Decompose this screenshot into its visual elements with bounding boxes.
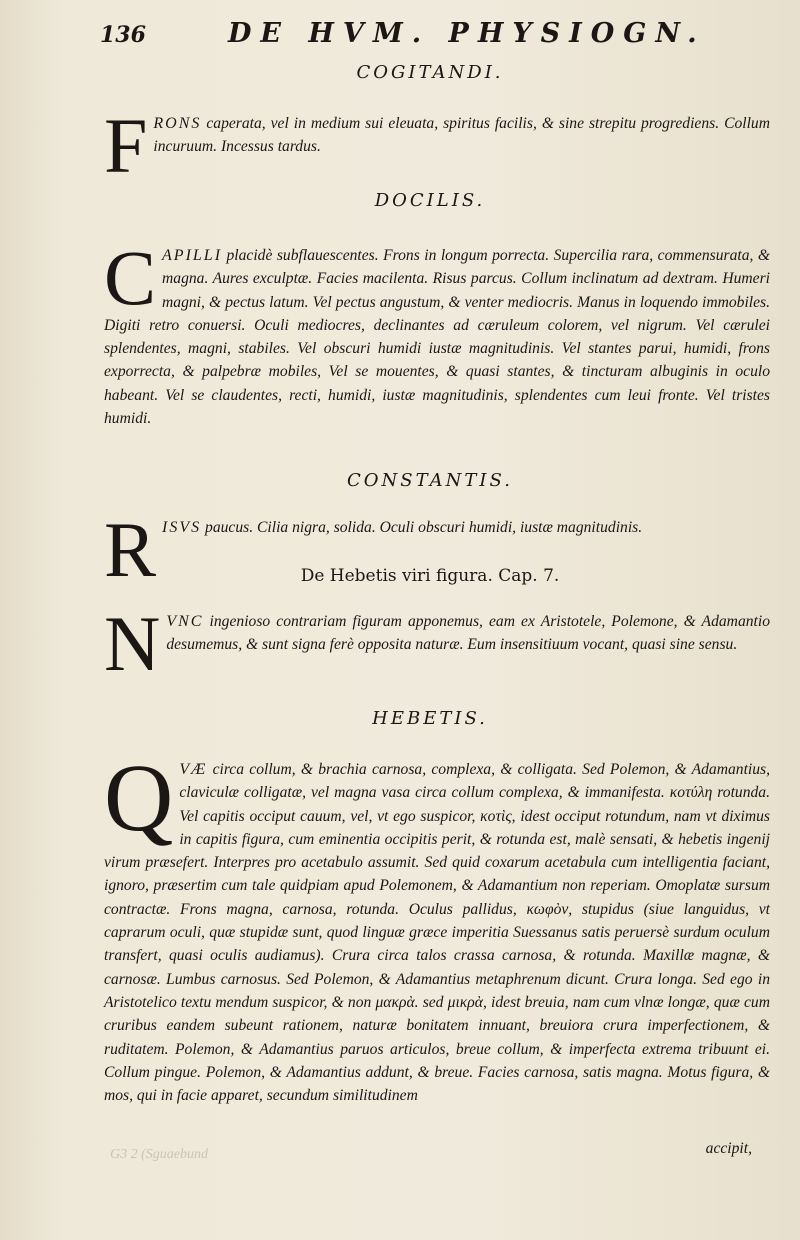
lead-word: RONS <box>153 115 202 132</box>
lead-word: ISVS <box>162 519 202 536</box>
section-heading-docilis: DOCILIS. <box>374 190 486 211</box>
drop-cap: Q <box>104 744 174 851</box>
drop-cap: R <box>104 506 157 593</box>
paragraph-text: placidè subflauescentes. Frons in longum porrecta. Supercilia rara, commensurata, & magna. Aures exculptæ. Facies macilenta. Risus parcus. Collum inclinatum ad dextram. Humeri magni, & pectus latum. Vel pectus angustum, & venter mediocris. Manus in loquendo immobiles. Digiti retro conuersi. Oculi mediocres, declinantes ad cæruleum colorem, vel nigrum. Vel cærulei splendentes, magni, stabiles. Vel obscuri humidi iustæ magnitudinis. Vel stantes parui, humidi, frons exporrecta, & palpebræ mobiles, Vel se mouentes, & quasi stantes, & tincturam albuginis in oculo habeant. Vel se claudentes, recti, humidi, iustæ magnitudinis, splendentes cum leui fronte. Vel tristes humidi. <box>104 247 770 428</box>
chapter-heading: De Hebetis viri figura. Cap. 7. <box>300 566 560 586</box>
section-heading-constantis: CONSTANTIS. <box>347 470 513 491</box>
lead-word: VNC <box>166 613 204 630</box>
paragraph-docilis <box>104 234 770 430</box>
paragraph-cogitandi <box>104 102 770 189</box>
paragraph-last-line: accipit, <box>705 1140 752 1157</box>
paragraph-hebetis <box>104 744 770 1107</box>
drop-cap: F <box>104 102 148 189</box>
running-head: DE HVM. PHYSIOGN. <box>228 18 706 49</box>
drop-cap: C <box>104 234 157 321</box>
lead-word: APILLI <box>162 247 223 264</box>
paragraph-text: caperata, vel in medium sui eleuata, spiritus facilis, & sine strepitu progrediens. Collum incuruum. Incessus tardus. <box>153 115 770 156</box>
lead-word: VÆ <box>179 761 208 778</box>
section-heading-cogitandi: COGITANDI. <box>356 62 504 83</box>
page-number: 136 <box>100 22 146 48</box>
paragraph-text: circa collum, & brachia carnosa, complexa, & colligata. Sed Polemon, & Adamantius, claviculæ colligatæ, vel magna vasa circa collum complexa, & immanifesta. κοτύλη rotunda. Vel capitis occiput cauum, vel, vt ego suspicor, κοτὶς, idest occiput rotundum, nam vt diximus in capitis figura, cum eminentia occipitis perit, & rotunda est, malè sensati, & hebetis ingenij virum præsefert. Interpres pro acetabulo assumit. Sed quid coxarum acetabula cum intelligentia faciant, ignoro, præsertim cum tale quidpiam apud Polemonem, & Adamantium non reperiam. Omoplatæ sursum contractæ. Frons magna, carnosa, rotunda. Oculus pallidus, κωφὸν, stupidus (siue languidus, vt caprarum oculi, quæ stupidæ sunt, quod linguæ græce imperitia Suessanus satis peruersè surdum oculum transfert, quasi oculis audiamus). Crura circa talos crassa carnosa, & rotunda. Maxillæ magnæ, & carnosæ. Lumbus carnosus. Sed Polemon, & Adamantius metaphrenum dicunt. Crura longa. Sed ego in Aristotelico textu mendum suspicor, & non μακρὰ. sed μικρὰ, idest breuia, nam cum vlnæ longæ, quæ cum cruribus eandem subeunt rationem, naturæ bonitatem innuant, breuiora crura imperfectionem, & ruditatem. Polemon, & Adamantius paruos articulos, breue collum, & imperfecta extrema tribuunt ei. Collum pingue. Polemon, & Adamantius addunt, & breue. Facies carnosa, satis magna. Motus figura, & mos, qui in facie apparet, secundum similitudinem <box>104 761 770 1105</box>
page-header <box>100 18 770 52</box>
drop-cap: N <box>104 600 161 687</box>
bleed-through-text: G3 2 (Sguaebund <box>110 1147 208 1162</box>
paragraph-chapter-intro <box>104 600 770 687</box>
paragraph-text: paucus. Cilia nigra, solida. Oculi obscuri humidi, iustæ magnitudinis. <box>201 519 643 536</box>
paragraph-text: ingenioso contrariam figuram apponemus, eam ex Aristotele, Polemone, & Adamantio desumemus, & sunt signa ferè opposita naturæ. Eum insensitiuum vocant, quasi sine sensu. <box>166 613 770 654</box>
section-heading-hebetis: HEBETIS. <box>372 708 488 729</box>
